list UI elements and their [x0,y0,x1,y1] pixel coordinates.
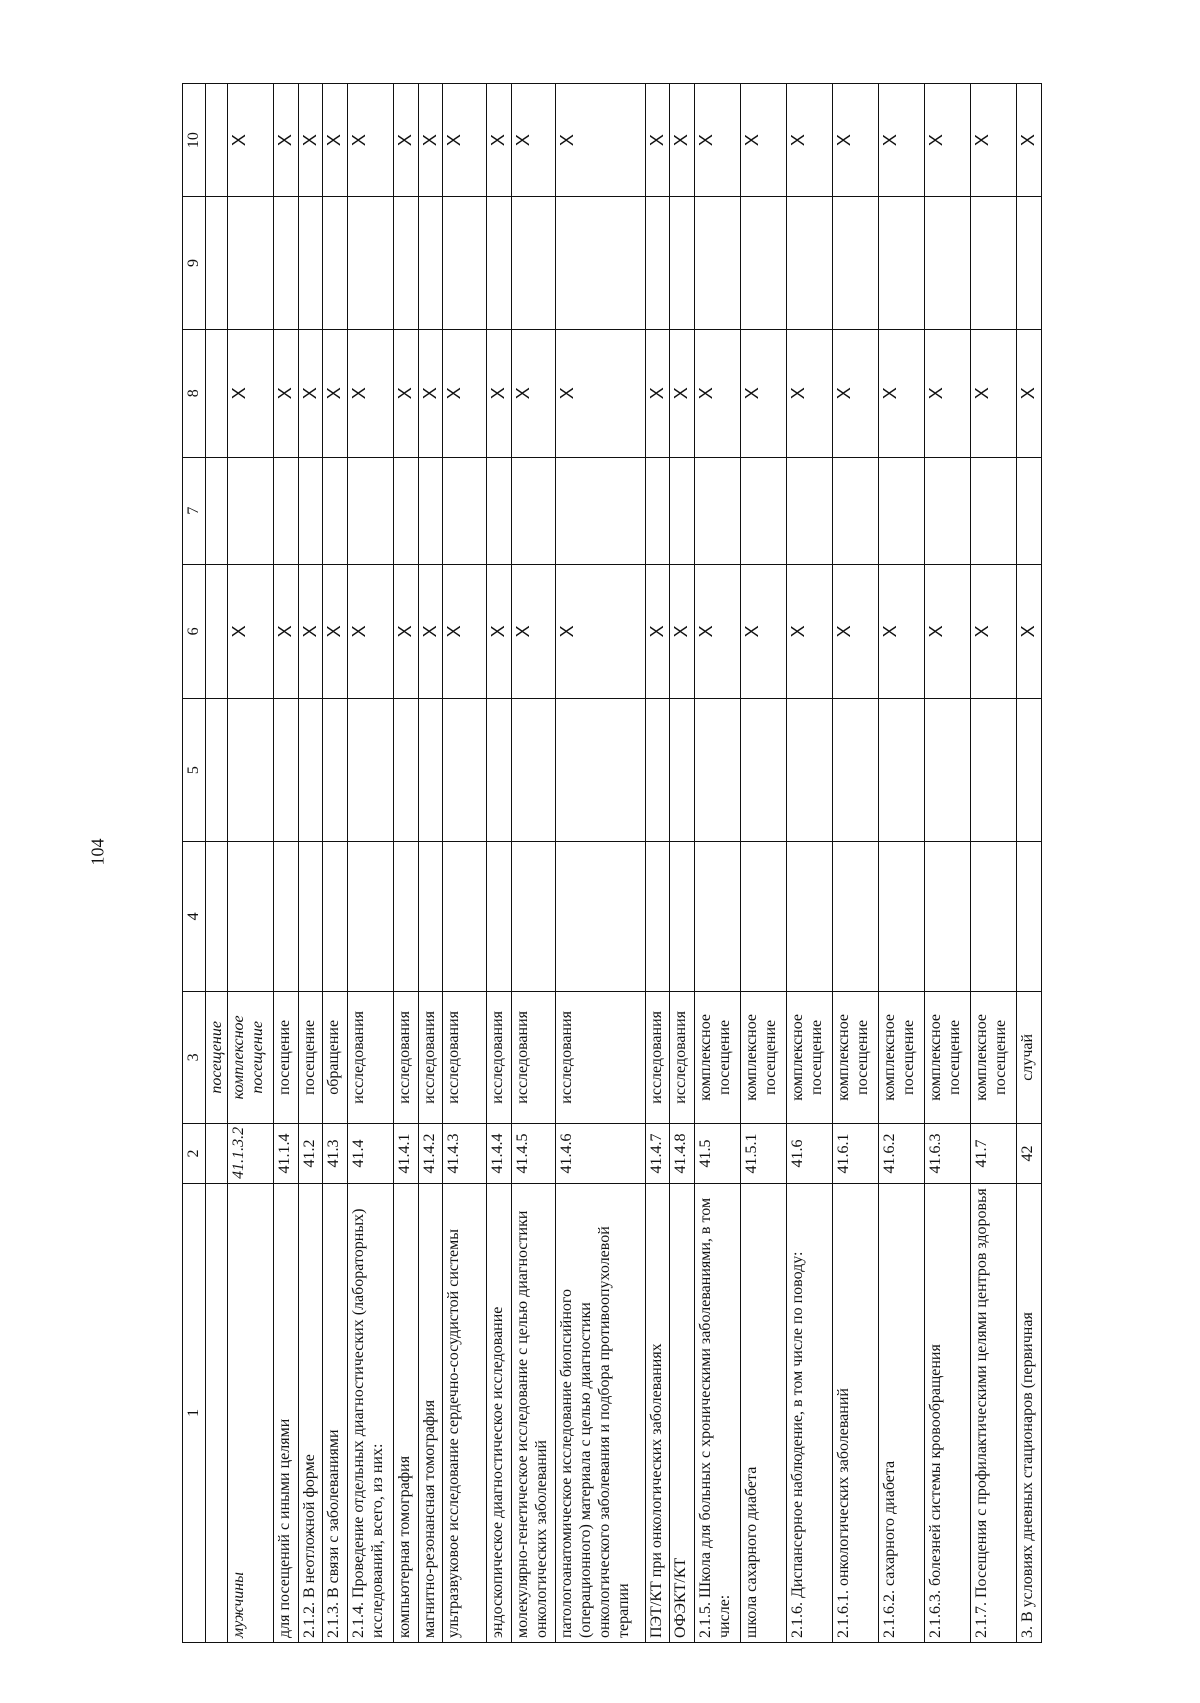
cell-col6: X [323,564,348,699]
cell-code: 41.3 [323,1124,348,1184]
cell-col8: X [323,329,348,457]
cell-col10: X [740,84,786,197]
cell-name: ОФЭКТ/КТ [670,1183,695,1642]
cell-col9 [274,197,299,329]
cell-col8: X [393,329,418,457]
cell-col10: X [347,84,393,197]
cell-col5 [878,699,924,842]
cell-col5 [694,699,740,842]
cell-code: 41.6.3 [924,1124,970,1184]
cell-code: 41.6.1 [832,1124,878,1184]
cell-col7 [670,457,695,564]
cell-col4 [393,842,418,991]
table-row [924,84,970,1643]
cell-unit: исследования [418,991,443,1123]
cell-unit: посещение [274,991,299,1123]
cell-col8: X [694,329,740,457]
cell-col4 [206,842,228,991]
table-row [970,84,1016,1643]
cell-col6: X [228,564,274,699]
cell-name: мужчины [228,1183,274,1642]
cell-col9 [393,197,418,329]
cell-col7 [832,457,878,564]
column-header: 2 [183,1124,206,1184]
cell-col9 [298,197,323,329]
cell-col7 [228,457,274,564]
column-header: 4 [183,842,206,991]
table-row [418,84,443,1643]
cell-col8: X [786,329,832,457]
cell-unit: исследования [393,991,418,1123]
cell-col9 [670,197,695,329]
cell-col7 [970,457,1016,564]
cell-col4 [347,842,393,991]
cell-col6: X [511,564,555,699]
cell-col7 [786,457,832,564]
cell-col5 [832,699,878,842]
cell-col9 [228,197,274,329]
cell-unit: комплексное посещение [740,991,786,1123]
cell-col6: X [487,564,512,699]
cell-col9 [740,197,786,329]
cell-col8: X [418,329,443,457]
cell-col10: X [511,84,555,197]
cell-col8: X [555,329,645,457]
cell-col7 [206,457,228,564]
cell-col8: X [511,329,555,457]
cell-col5 [1016,699,1041,842]
cell-col8: X [347,329,393,457]
cell-col8: X [670,329,695,457]
cell-col9 [924,197,970,329]
cell-code [206,1124,228,1184]
table-row [274,84,299,1643]
cell-col5 [274,699,299,842]
cell-col6: X [670,564,695,699]
cell-col6 [206,564,228,699]
cell-name: магнитно-резонансная томография [418,1183,443,1642]
cell-col7 [1016,457,1041,564]
cell-col5 [323,699,348,842]
cell-col9 [878,197,924,329]
cell-name: патологоанатомическое исследование биопсийного (операционного) материала с целью диагностики онкологического заболевания и подбора противоопухолевой терапии [555,1183,645,1642]
cell-col10: X [878,84,924,197]
cell-unit: посещение [206,991,228,1123]
cell-col5 [298,699,323,842]
cell-col9 [786,197,832,329]
cell-col7 [694,457,740,564]
column-header: 9 [183,197,206,329]
cell-col10: X [786,84,832,197]
cell-col7 [298,457,323,564]
cell-unit: исследования [511,991,555,1123]
cell-col5 [487,699,512,842]
cell-unit: посещение [298,991,323,1123]
cell-code: 41.4.3 [443,1124,487,1184]
cell-col7 [878,457,924,564]
cell-code: 41.6 [786,1124,832,1184]
cell-col10: X [298,84,323,197]
cell-col4 [670,842,695,991]
cell-col6: X [924,564,970,699]
cell-col10: X [832,84,878,197]
cell-col8: X [832,329,878,457]
cell-col10: X [323,84,348,197]
cell-code: 41.5.1 [740,1124,786,1184]
cell-unit: комплексное посещение [694,991,740,1123]
cell-name: 2.1.2. В неотложной форме [298,1183,323,1642]
cell-name: 2.1.7. Посещения с профилактическими целями центров здоровья [970,1183,1016,1642]
cell-col5 [670,699,695,842]
cell-col8: X [878,329,924,457]
cell-code: 41.4.5 [511,1124,555,1184]
cell-unit: комплексное посещение [228,991,274,1123]
table-row [555,84,645,1643]
table-row [206,84,228,1643]
cell-col7 [393,457,418,564]
cell-col10: X [418,84,443,197]
cell-code: 42 [1016,1124,1041,1184]
cell-col4 [487,842,512,991]
cell-code: 41.4.4 [487,1124,512,1184]
cell-col4 [786,842,832,991]
cell-col5 [418,699,443,842]
cell-col6: X [443,564,487,699]
cell-col4 [443,842,487,991]
cell-name: для посещений с иными целями [274,1183,299,1642]
cell-col10: X [228,84,274,197]
cell-col7 [443,457,487,564]
table-row [443,84,487,1643]
cell-col8: X [740,329,786,457]
cell-col4 [1016,842,1041,991]
cell-col7 [347,457,393,564]
cell-col5 [924,699,970,842]
table-row [832,84,878,1643]
cell-col6: X [645,564,670,699]
cell-col7 [511,457,555,564]
table-row [393,84,418,1643]
cell-col10: X [393,84,418,197]
table-row [740,84,786,1643]
table-row [487,84,512,1643]
cell-code: 41.1.3.2 [228,1124,274,1184]
cell-col9 [645,197,670,329]
cell-unit: исследования [670,991,695,1123]
cell-col7 [323,457,348,564]
cell-name: 2.1.4. Проведение отдельных диагностических (лабораторных) исследований, всего, из них: [347,1183,393,1642]
cell-unit: комплексное посещение [970,991,1016,1123]
cell-unit: исследования [347,991,393,1123]
cell-col5 [443,699,487,842]
cell-unit: исследования [487,991,512,1123]
cell-col6: X [298,564,323,699]
cell-col6: X [694,564,740,699]
cell-col5 [555,699,645,842]
cell-unit: исследования [443,991,487,1123]
cell-col4 [511,842,555,991]
cell-name: 2.1.6. Диспансерное наблюдение, в том числе по поводу: [786,1183,832,1642]
cell-name: 2.1.6.1. онкологических заболеваний [832,1183,878,1642]
cell-code: 41.4 [347,1124,393,1184]
cell-col9 [832,197,878,329]
cell-col7 [487,457,512,564]
column-header: 1 [183,1183,206,1642]
cell-col5 [786,699,832,842]
cell-code: 41.2 [298,1124,323,1184]
cell-col7 [274,457,299,564]
header-row [183,84,206,1643]
table-body [206,84,1042,1643]
table-row [670,84,695,1643]
cell-col10: X [645,84,670,197]
cell-col9 [1016,197,1041,329]
cell-code: 41.4.2 [418,1124,443,1184]
cell-col5 [970,699,1016,842]
cell-col6: X [970,564,1016,699]
cell-col4 [694,842,740,991]
cell-name: эндоскопическое диагностическое исследование [487,1183,512,1642]
cell-col8 [206,329,228,457]
cell-col5 [347,699,393,842]
table-row [511,84,555,1643]
cell-col4 [298,842,323,991]
cell-col10 [206,84,228,197]
cell-col6: X [418,564,443,699]
cell-col9 [347,197,393,329]
cell-col6: X [555,564,645,699]
cell-col9 [323,197,348,329]
cell-unit: комплексное посещение [786,991,832,1123]
cell-col8: X [228,329,274,457]
cell-col7 [418,457,443,564]
cell-col10: X [555,84,645,197]
cell-col10: X [670,84,695,197]
cell-col8: X [487,329,512,457]
table-row [298,84,323,1643]
cell-name: 3. В условиях дневных стационаров (первичная [1016,1183,1041,1642]
cell-col9 [443,197,487,329]
cell-col5 [645,699,670,842]
cell-col4 [924,842,970,991]
table-row [1016,84,1041,1643]
cell-unit: комплексное посещение [832,991,878,1123]
cell-col8: X [645,329,670,457]
cell-col10: X [970,84,1016,197]
cell-col9 [970,197,1016,329]
cell-name: школа сахарного диабета [740,1183,786,1642]
cell-name [206,1183,228,1642]
cell-col4 [645,842,670,991]
data-table [182,83,1042,1643]
cell-col9 [418,197,443,329]
cell-col10: X [487,84,512,197]
cell-col6: X [393,564,418,699]
cell-col4 [740,842,786,991]
cell-col9 [555,197,645,329]
cell-name: молекулярно-генетическое исследование с целью диагностики онкологических заболеваний [511,1183,555,1642]
cell-code: 41.4.8 [670,1124,695,1184]
cell-col4 [832,842,878,991]
cell-col5 [393,699,418,842]
column-header: 6 [183,564,206,699]
cell-code: 41.5 [694,1124,740,1184]
cell-col4 [970,842,1016,991]
cell-col6: X [274,564,299,699]
cell-unit: комплексное посещение [924,991,970,1123]
cell-col10: X [1016,84,1041,197]
cell-col6: X [740,564,786,699]
table-row [645,84,670,1643]
cell-code: 41.4.1 [393,1124,418,1184]
cell-col8: X [274,329,299,457]
cell-name: ПЭТ/КТ при онкологических заболеваниях [645,1183,670,1642]
cell-col8: X [443,329,487,457]
column-header: 5 [183,699,206,842]
table-row [228,84,274,1643]
cell-unit: комплексное посещение [878,991,924,1123]
column-header: 8 [183,329,206,457]
cell-col5 [511,699,555,842]
table-row [694,84,740,1643]
cell-col8: X [1016,329,1041,457]
page-number: 104 [87,838,108,866]
table-row [323,84,348,1643]
cell-unit: случай [1016,991,1041,1123]
cell-col9 [511,197,555,329]
cell-col7 [555,457,645,564]
cell-name: 2.1.5. Школа для больных с хроническими заболеваниями, в том числе: [694,1183,740,1642]
table-row [786,84,832,1643]
cell-col10: X [274,84,299,197]
table-row [347,84,393,1643]
cell-code: 41.6.2 [878,1124,924,1184]
cell-col4 [228,842,274,991]
cell-col4 [418,842,443,991]
cell-code: 41.4.6 [555,1124,645,1184]
cell-col8: X [298,329,323,457]
column-header: 7 [183,457,206,564]
cell-col6: X [1016,564,1041,699]
rotated-table-container [182,83,1042,1643]
cell-col4 [555,842,645,991]
cell-unit: исследования [645,991,670,1123]
cell-code: 41.4.7 [645,1124,670,1184]
cell-col4 [323,842,348,991]
cell-col9 [694,197,740,329]
cell-col5 [740,699,786,842]
cell-col10: X [924,84,970,197]
cell-col4 [274,842,299,991]
cell-col5 [206,699,228,842]
cell-col8: X [970,329,1016,457]
cell-col10: X [443,84,487,197]
cell-name: 2.1.3. В связи с заболеваниями [323,1183,348,1642]
column-header: 3 [183,991,206,1123]
cell-col6: X [347,564,393,699]
cell-unit: исследования [555,991,645,1123]
cell-name: 2.1.6.3. болезней системы кровообращения [924,1183,970,1642]
cell-col6: X [832,564,878,699]
table-row [878,84,924,1643]
cell-code: 41.1.4 [274,1124,299,1184]
cell-unit: обращение [323,991,348,1123]
cell-col8: X [924,329,970,457]
cell-col9 [206,197,228,329]
column-header: 10 [183,84,206,197]
cell-col9 [487,197,512,329]
cell-col7 [740,457,786,564]
cell-col5 [228,699,274,842]
cell-code: 41.7 [970,1124,1016,1184]
cell-name: компьютерная томография [393,1183,418,1642]
cell-name: ультразвуковое исследование сердечно-сосудистой системы [443,1183,487,1642]
cell-name: 2.1.6.2. сахарного диабета [878,1183,924,1642]
cell-col7 [645,457,670,564]
cell-col6: X [786,564,832,699]
cell-col4 [878,842,924,991]
cell-col6: X [878,564,924,699]
cell-col7 [924,457,970,564]
cell-col10: X [694,84,740,197]
